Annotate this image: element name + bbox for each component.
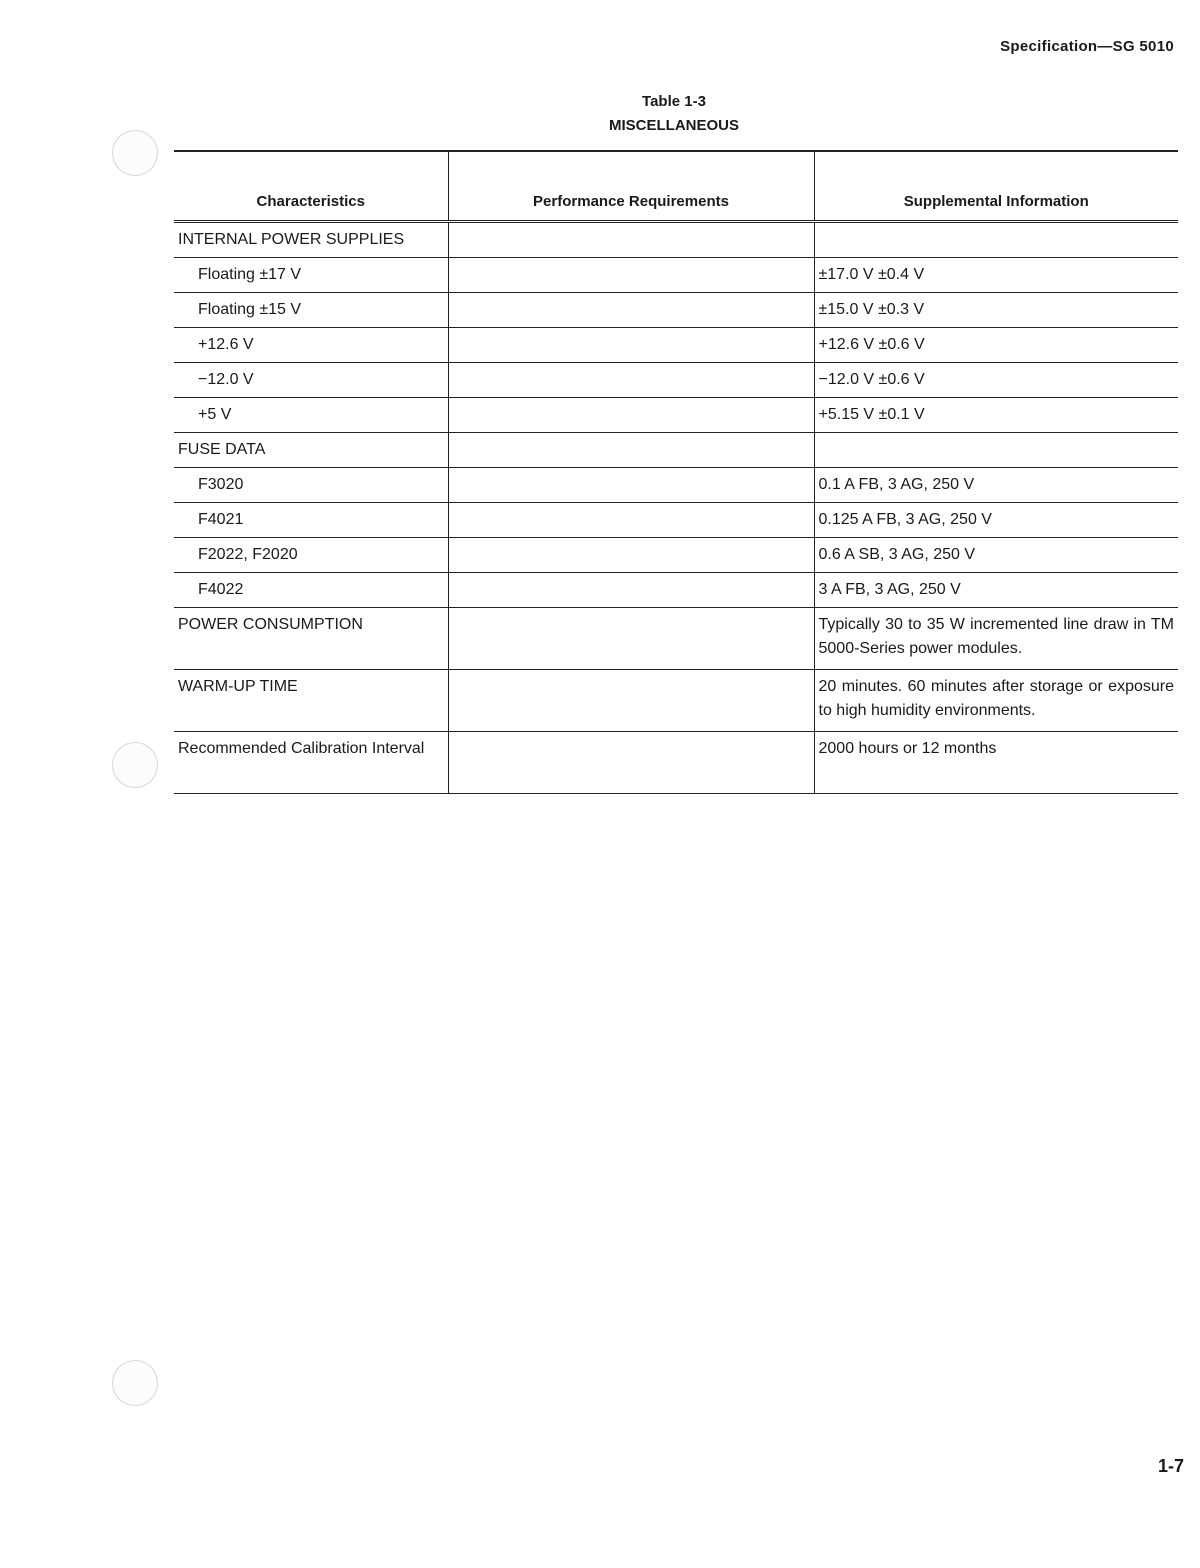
specification-table bbox=[174, 150, 1178, 794]
characteristic-cell: −12.0 V bbox=[174, 363, 448, 398]
table-row bbox=[174, 503, 1178, 538]
characteristic-cell: WARM-UP TIME bbox=[174, 670, 448, 732]
requirement-cell bbox=[448, 328, 814, 363]
info-cell: 20 minutes. 60 minutes after storage or exposure to high humidity environments. bbox=[814, 670, 1178, 732]
info-cell bbox=[814, 222, 1178, 258]
table-row bbox=[174, 293, 1178, 328]
column-header-performance-requirements: Performance Requirements bbox=[448, 151, 814, 222]
binder-hole-middle bbox=[112, 742, 158, 788]
binder-hole-bottom bbox=[112, 1360, 158, 1406]
info-cell: 2000 hours or 12 months bbox=[814, 732, 1178, 794]
table-row bbox=[174, 363, 1178, 398]
characteristic-cell: Floating ±15 V bbox=[174, 293, 448, 328]
requirement-cell bbox=[448, 258, 814, 293]
table-number: Table 1-3 bbox=[642, 93, 706, 110]
characteristic-cell: +12.6 V bbox=[174, 328, 448, 363]
info-cell: 0.1 A FB, 3 AG, 250 V bbox=[814, 468, 1178, 503]
requirement-cell bbox=[448, 503, 814, 538]
column-header-characteristics: Characteristics bbox=[174, 151, 448, 222]
info-cell bbox=[814, 433, 1178, 468]
table-row bbox=[174, 732, 1178, 794]
characteristic-cell: Recommended Calibration Interval bbox=[174, 732, 448, 794]
characteristic-cell: FUSE DATA bbox=[174, 433, 448, 468]
info-cell: ±15.0 V ±0.3 V bbox=[814, 293, 1178, 328]
table-row bbox=[174, 538, 1178, 573]
info-cell: ±17.0 V ±0.4 V bbox=[814, 258, 1178, 293]
characteristic-cell: Floating ±17 V bbox=[174, 258, 448, 293]
requirement-cell bbox=[448, 573, 814, 608]
requirement-cell bbox=[448, 293, 814, 328]
requirement-cell bbox=[448, 398, 814, 433]
characteristic-cell: INTERNAL POWER SUPPLIES bbox=[174, 222, 448, 258]
requirement-cell bbox=[448, 732, 814, 794]
table-row bbox=[174, 608, 1178, 670]
characteristic-cell: F4021 bbox=[174, 503, 448, 538]
table-header-row bbox=[174, 151, 1178, 222]
info-cell: Typically 30 to 35 W incremented line draw in TM 5000-Series power modules. bbox=[814, 608, 1178, 670]
info-cell: −12.0 V ±0.6 V bbox=[814, 363, 1178, 398]
requirement-cell bbox=[448, 608, 814, 670]
table-row bbox=[174, 573, 1178, 608]
characteristic-cell: F3020 bbox=[174, 468, 448, 503]
table-row bbox=[174, 328, 1178, 363]
info-cell: +12.6 V ±0.6 V bbox=[814, 328, 1178, 363]
info-cell: 3 A FB, 3 AG, 250 V bbox=[814, 573, 1178, 608]
running-head: Specification—SG 5010 bbox=[1000, 38, 1174, 55]
page-number: 1-7 bbox=[1157, 1456, 1184, 1476]
characteristic-cell: +5 V bbox=[174, 398, 448, 433]
table-row bbox=[174, 468, 1178, 503]
requirement-cell bbox=[448, 433, 814, 468]
requirement-cell bbox=[448, 363, 814, 398]
table-row bbox=[174, 258, 1178, 293]
requirement-cell bbox=[448, 468, 814, 503]
characteristic-cell: F4022 bbox=[174, 573, 448, 608]
info-cell: +5.15 V ±0.1 V bbox=[814, 398, 1178, 433]
table-row bbox=[174, 222, 1178, 258]
characteristic-cell: POWER CONSUMPTION bbox=[174, 608, 448, 670]
requirement-cell bbox=[448, 670, 814, 732]
table-title: MISCELLANEOUS bbox=[608, 117, 739, 134]
column-header-supplemental-information: Supplemental Information bbox=[814, 151, 1178, 222]
table-row bbox=[174, 398, 1178, 433]
table-caption bbox=[520, 90, 828, 138]
info-cell: 0.125 A FB, 3 AG, 250 V bbox=[814, 503, 1178, 538]
info-cell: 0.6 A SB, 3 AG, 250 V bbox=[814, 538, 1178, 573]
table-row bbox=[174, 670, 1178, 732]
requirement-cell bbox=[448, 222, 814, 258]
requirement-cell bbox=[448, 538, 814, 573]
table-row bbox=[174, 433, 1178, 468]
binder-hole-top bbox=[112, 130, 158, 176]
characteristic-cell: F2022, F2020 bbox=[174, 538, 448, 573]
